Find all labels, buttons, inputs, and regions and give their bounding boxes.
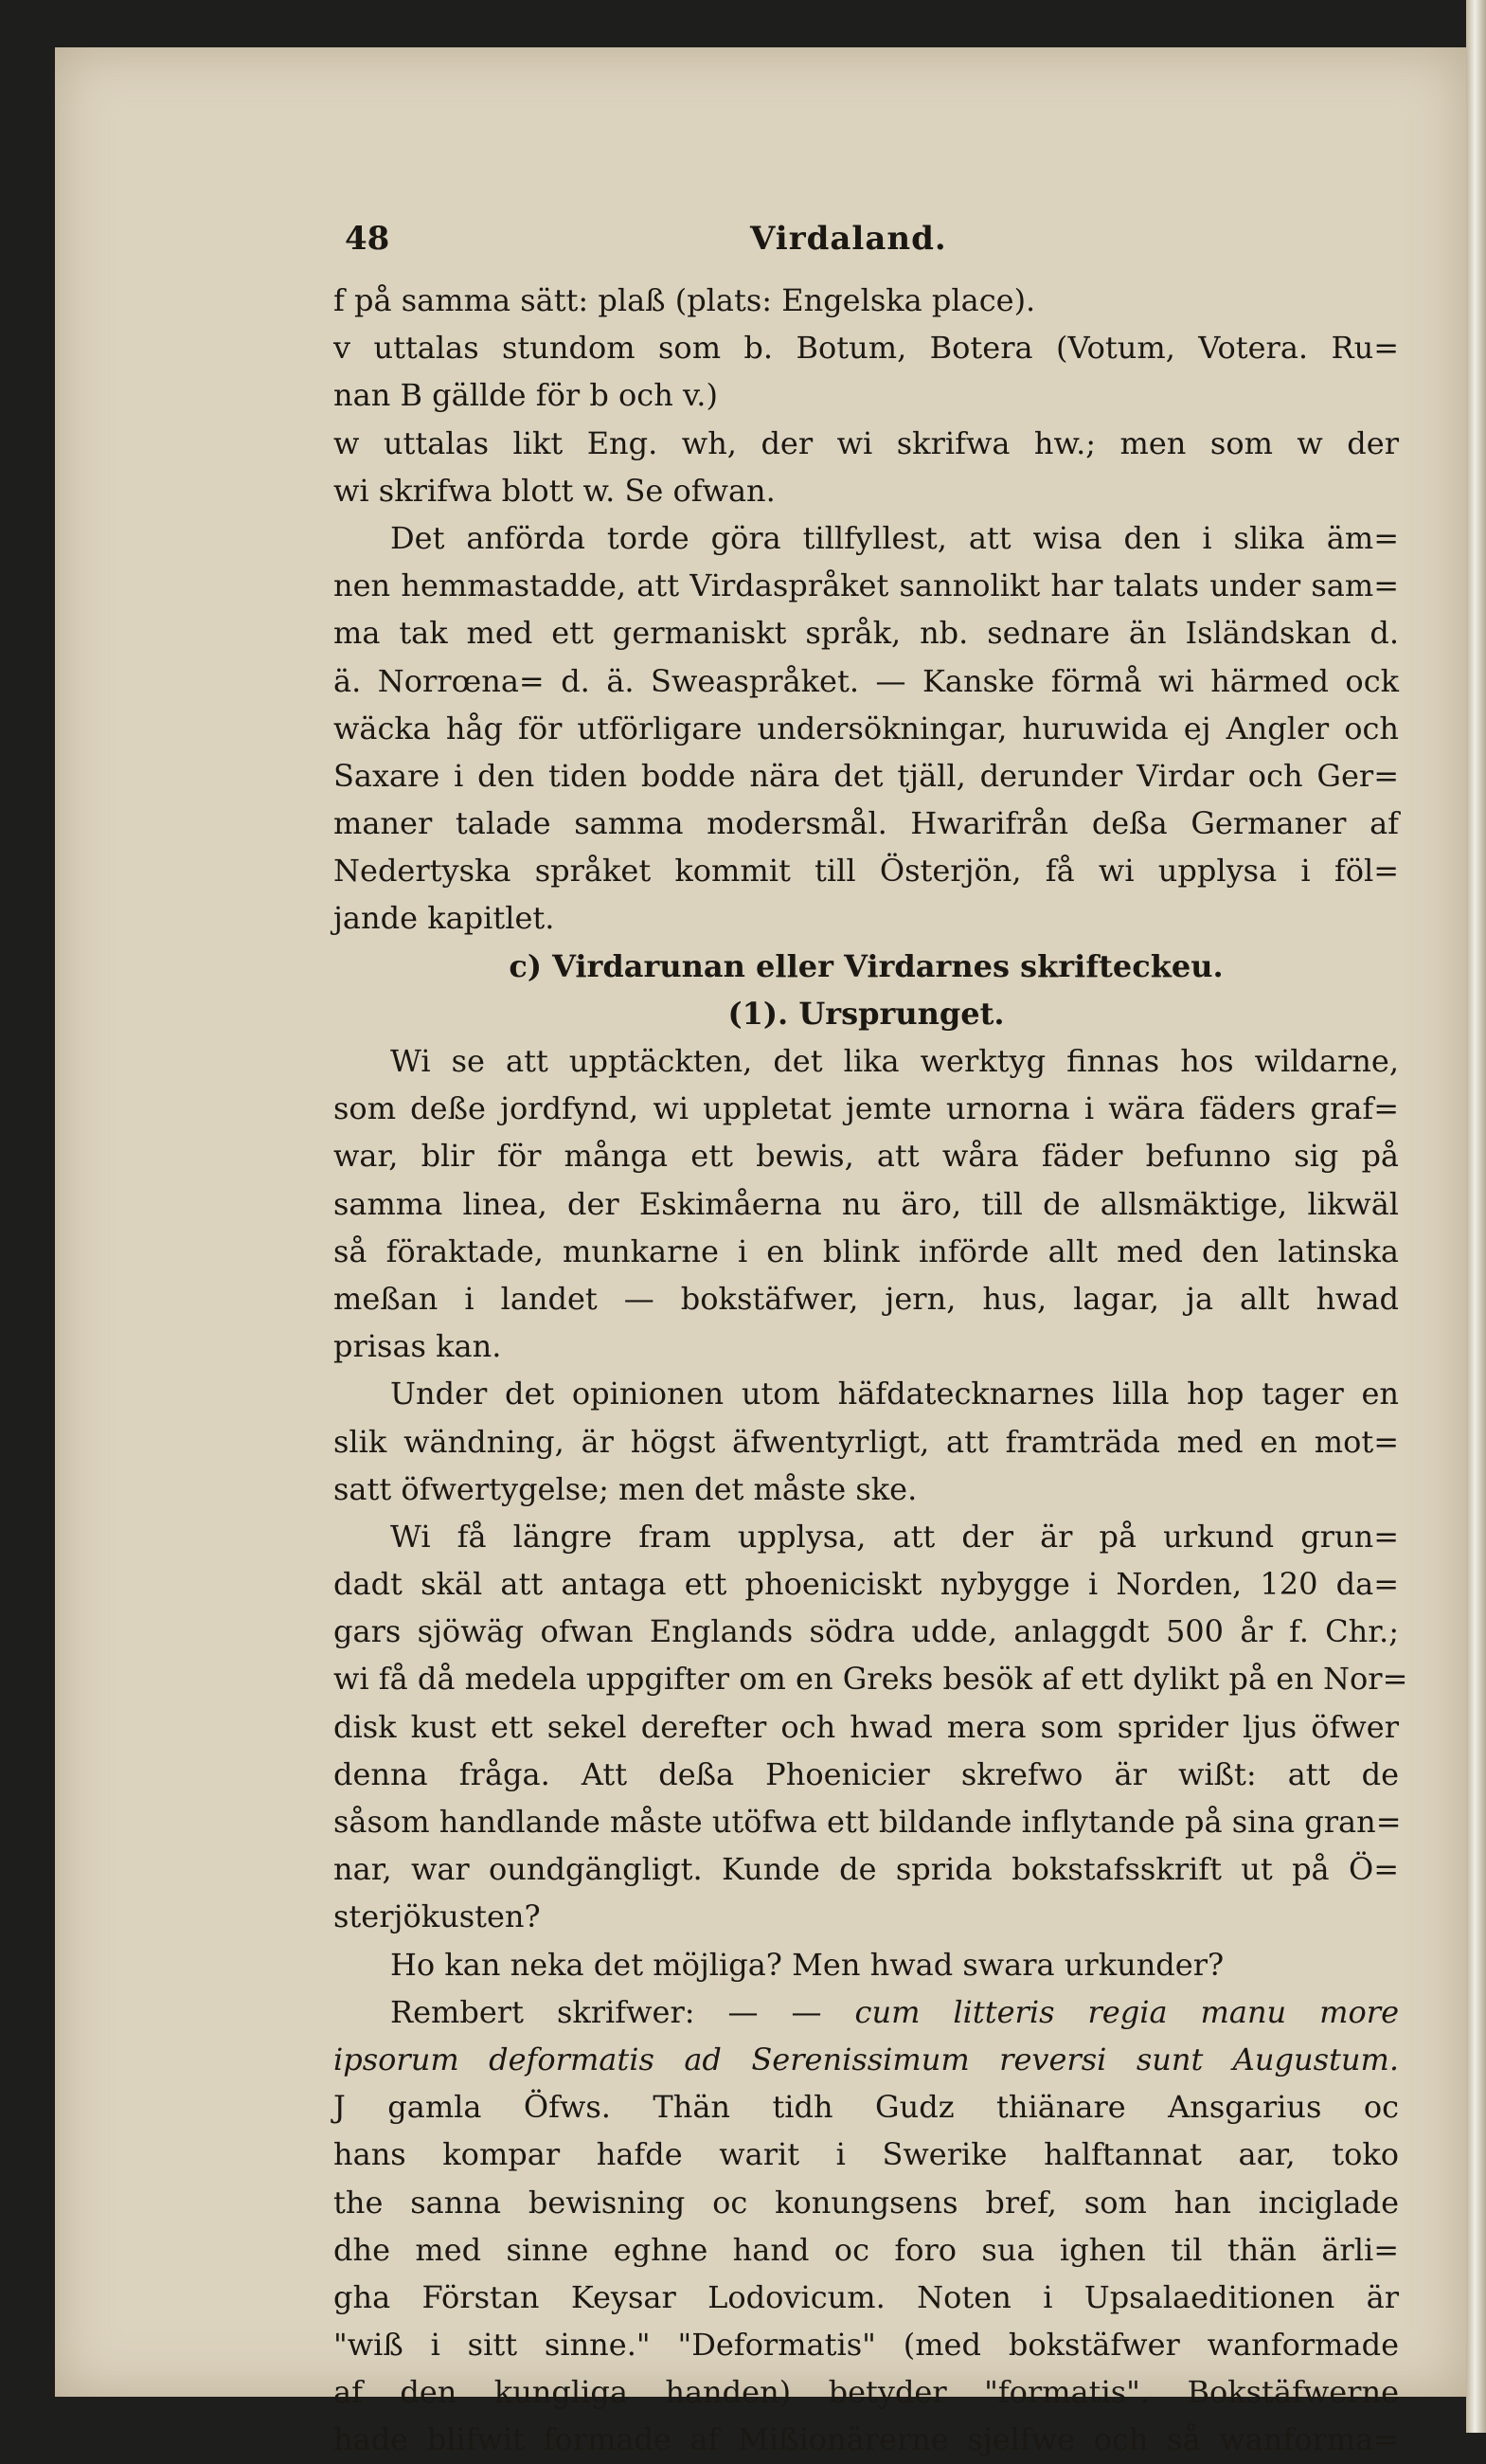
text-line: satt öfwertygelse; men det måste ske. bbox=[333, 1470, 918, 1507]
page-number: 48 bbox=[345, 220, 390, 258]
text-line: c) Virdarunan eller Virdarnes skrifteckeu. bbox=[509, 947, 1224, 984]
text-line: Rembert skrifwer: — — cum litteris regia manu more bbox=[390, 1993, 1400, 2030]
text-line: hans kompar hafde warit i Swerike halftannat aar, toko bbox=[333, 2136, 1399, 2173]
text-line: war, blir för många ett bewis, att wåra fäder befunno sig på bbox=[333, 1138, 1399, 1175]
text-line: v uttalas stundom som b. Botum, Botera (Votum, Votera. Ru= bbox=[333, 330, 1399, 367]
text-line: så föraktade, munkarne i en blink införde allt med den latinska bbox=[333, 1232, 1399, 1269]
text-line: ä. Norrœna= d. ä. Sweaspråket. — Kanske förmå wi härmed ock bbox=[333, 662, 1399, 699]
text-line: gha Förstan Keysar Lodovicum. Noten i Upsalaeditionen är bbox=[333, 2278, 1399, 2315]
text-line: samma linea, der Eskimåerna nu äro, till de allsmäktige, likwäl bbox=[333, 1185, 1399, 1222]
text-line: af den kungliga handen) betyder "formatis". Bokstäfwerne bbox=[333, 2374, 1399, 2411]
text-line: nan B gällde för b och v.) bbox=[333, 377, 718, 414]
text-line: wäcka håg för utförligare undersökningar, huruwida ej Angler och bbox=[333, 710, 1399, 746]
text-line: maner talade samma modersmål. Hwarifrån deßa Germaner af bbox=[333, 805, 1399, 842]
text-line: "wiß i sitt sinne." "Deformatis" (med bokstäfwer wanformade bbox=[333, 2327, 1399, 2364]
text-line: nar, war oundgängligt. Kunde de sprida bokstafsskrift ut på Ö= bbox=[333, 1851, 1399, 1888]
text-line: Det anförda torde göra tillfyllest, att wisa den i slika äm= bbox=[390, 519, 1399, 556]
text-line: disk kust ett sekel derefter och hwad mera som sprider ljus öfwer bbox=[333, 1708, 1399, 1745]
text-line: jande kapitlet. bbox=[333, 900, 555, 937]
text-line: nen hemmastadde, att Virdaspråket sannolikt har talats under sam= bbox=[333, 567, 1399, 604]
page-header bbox=[333, 220, 1399, 277]
running-title: Virdaland. bbox=[750, 220, 947, 258]
text-line: Saxare i den tiden bodde nära det tjäll, derunder Virdar och Ger= bbox=[333, 757, 1399, 794]
page-text bbox=[333, 220, 1408, 2464]
latin-quote: cum litteris regia manu more bbox=[854, 1993, 1400, 2030]
text-line: sterjökusten? bbox=[333, 1898, 541, 1935]
text-line: Under det opinionen utom häfdatecknarnes lilla hop tager en bbox=[390, 1376, 1399, 1412]
text-line: Wi få längre fram upplysa, att der är på urkund grun= bbox=[390, 1518, 1399, 1555]
text-line: ipsorum deformatis ad Serenissimum reversi sunt Augustum. bbox=[333, 2041, 1399, 2077]
body-text bbox=[333, 277, 1408, 2464]
text-line: slik wändning, är högst äfwentyrligt, att framträda med en mot= bbox=[333, 1423, 1399, 1460]
text-line: såsom handlande måste utöfwa ett bildande inflytande på sina gran= bbox=[333, 1804, 1402, 1840]
text-line: wi skrifwa blott w. Se ofwan. bbox=[333, 472, 776, 509]
text-line: denna fråga. Att deßa Phoenicier skrefwo är wißt: att de bbox=[333, 1755, 1399, 1792]
text-line: (1). Ursprunget. bbox=[727, 995, 1005, 1032]
text-line: gars sjöwäg ofwan Englands södra udde, anlaggdt 500 år f. Chr.; bbox=[333, 1613, 1399, 1650]
text-line: prisas kan. bbox=[333, 1328, 502, 1365]
page-edge bbox=[1466, 0, 1486, 2433]
text-line: Ho kan neka det möjliga? Men hwad swara urkunder? bbox=[390, 1946, 1225, 1983]
text-line: meßan i landet — bokstäfwer, jern, hus, lagar, ja allt hwad bbox=[333, 1280, 1399, 1317]
text-line: dadt skäl att antaga ett phoeniciskt nybygge i Norden, 120 da= bbox=[333, 1566, 1399, 1603]
text-line: the sanna bewisning oc konungsens bref, som han inciglade bbox=[333, 2184, 1399, 2221]
text-line: J gamla Öfws. Thän tidh Gudz thiänare Ansgarius oc bbox=[333, 2089, 1399, 2126]
text-line: Nedertyska språket kommit till Österjön, få wi upplysa i föl= bbox=[333, 853, 1399, 890]
text-line: f på samma sätt: plaß (plats: Engelska place). bbox=[333, 282, 1036, 318]
text-line: wi få då medela uppgifter om en Greks besök af ett dylikt på en Nor= bbox=[333, 1661, 1408, 1698]
text-line: Wi se att upptäckten, det lika werktyg finnas hos wildarne, bbox=[390, 1043, 1399, 1079]
text-line: hade blifwit formade af Mißionärerne sjelfwe och så wanforma= bbox=[333, 2421, 1399, 2458]
text-line: som deße jordfynd, wi uppletat jemte urnorna i wära fäders graf= bbox=[333, 1090, 1399, 1127]
text-line: dhe med sinne eghne hand oc foro sua ighen til thän ärli= bbox=[333, 2231, 1399, 2268]
text-line: ma tak med ett germaniskt språk, nb. sednare än Isländskan d. bbox=[333, 615, 1399, 652]
text-line: w uttalas likt Eng. wh, der wi skrifwa hw.; men som w der bbox=[333, 424, 1399, 461]
